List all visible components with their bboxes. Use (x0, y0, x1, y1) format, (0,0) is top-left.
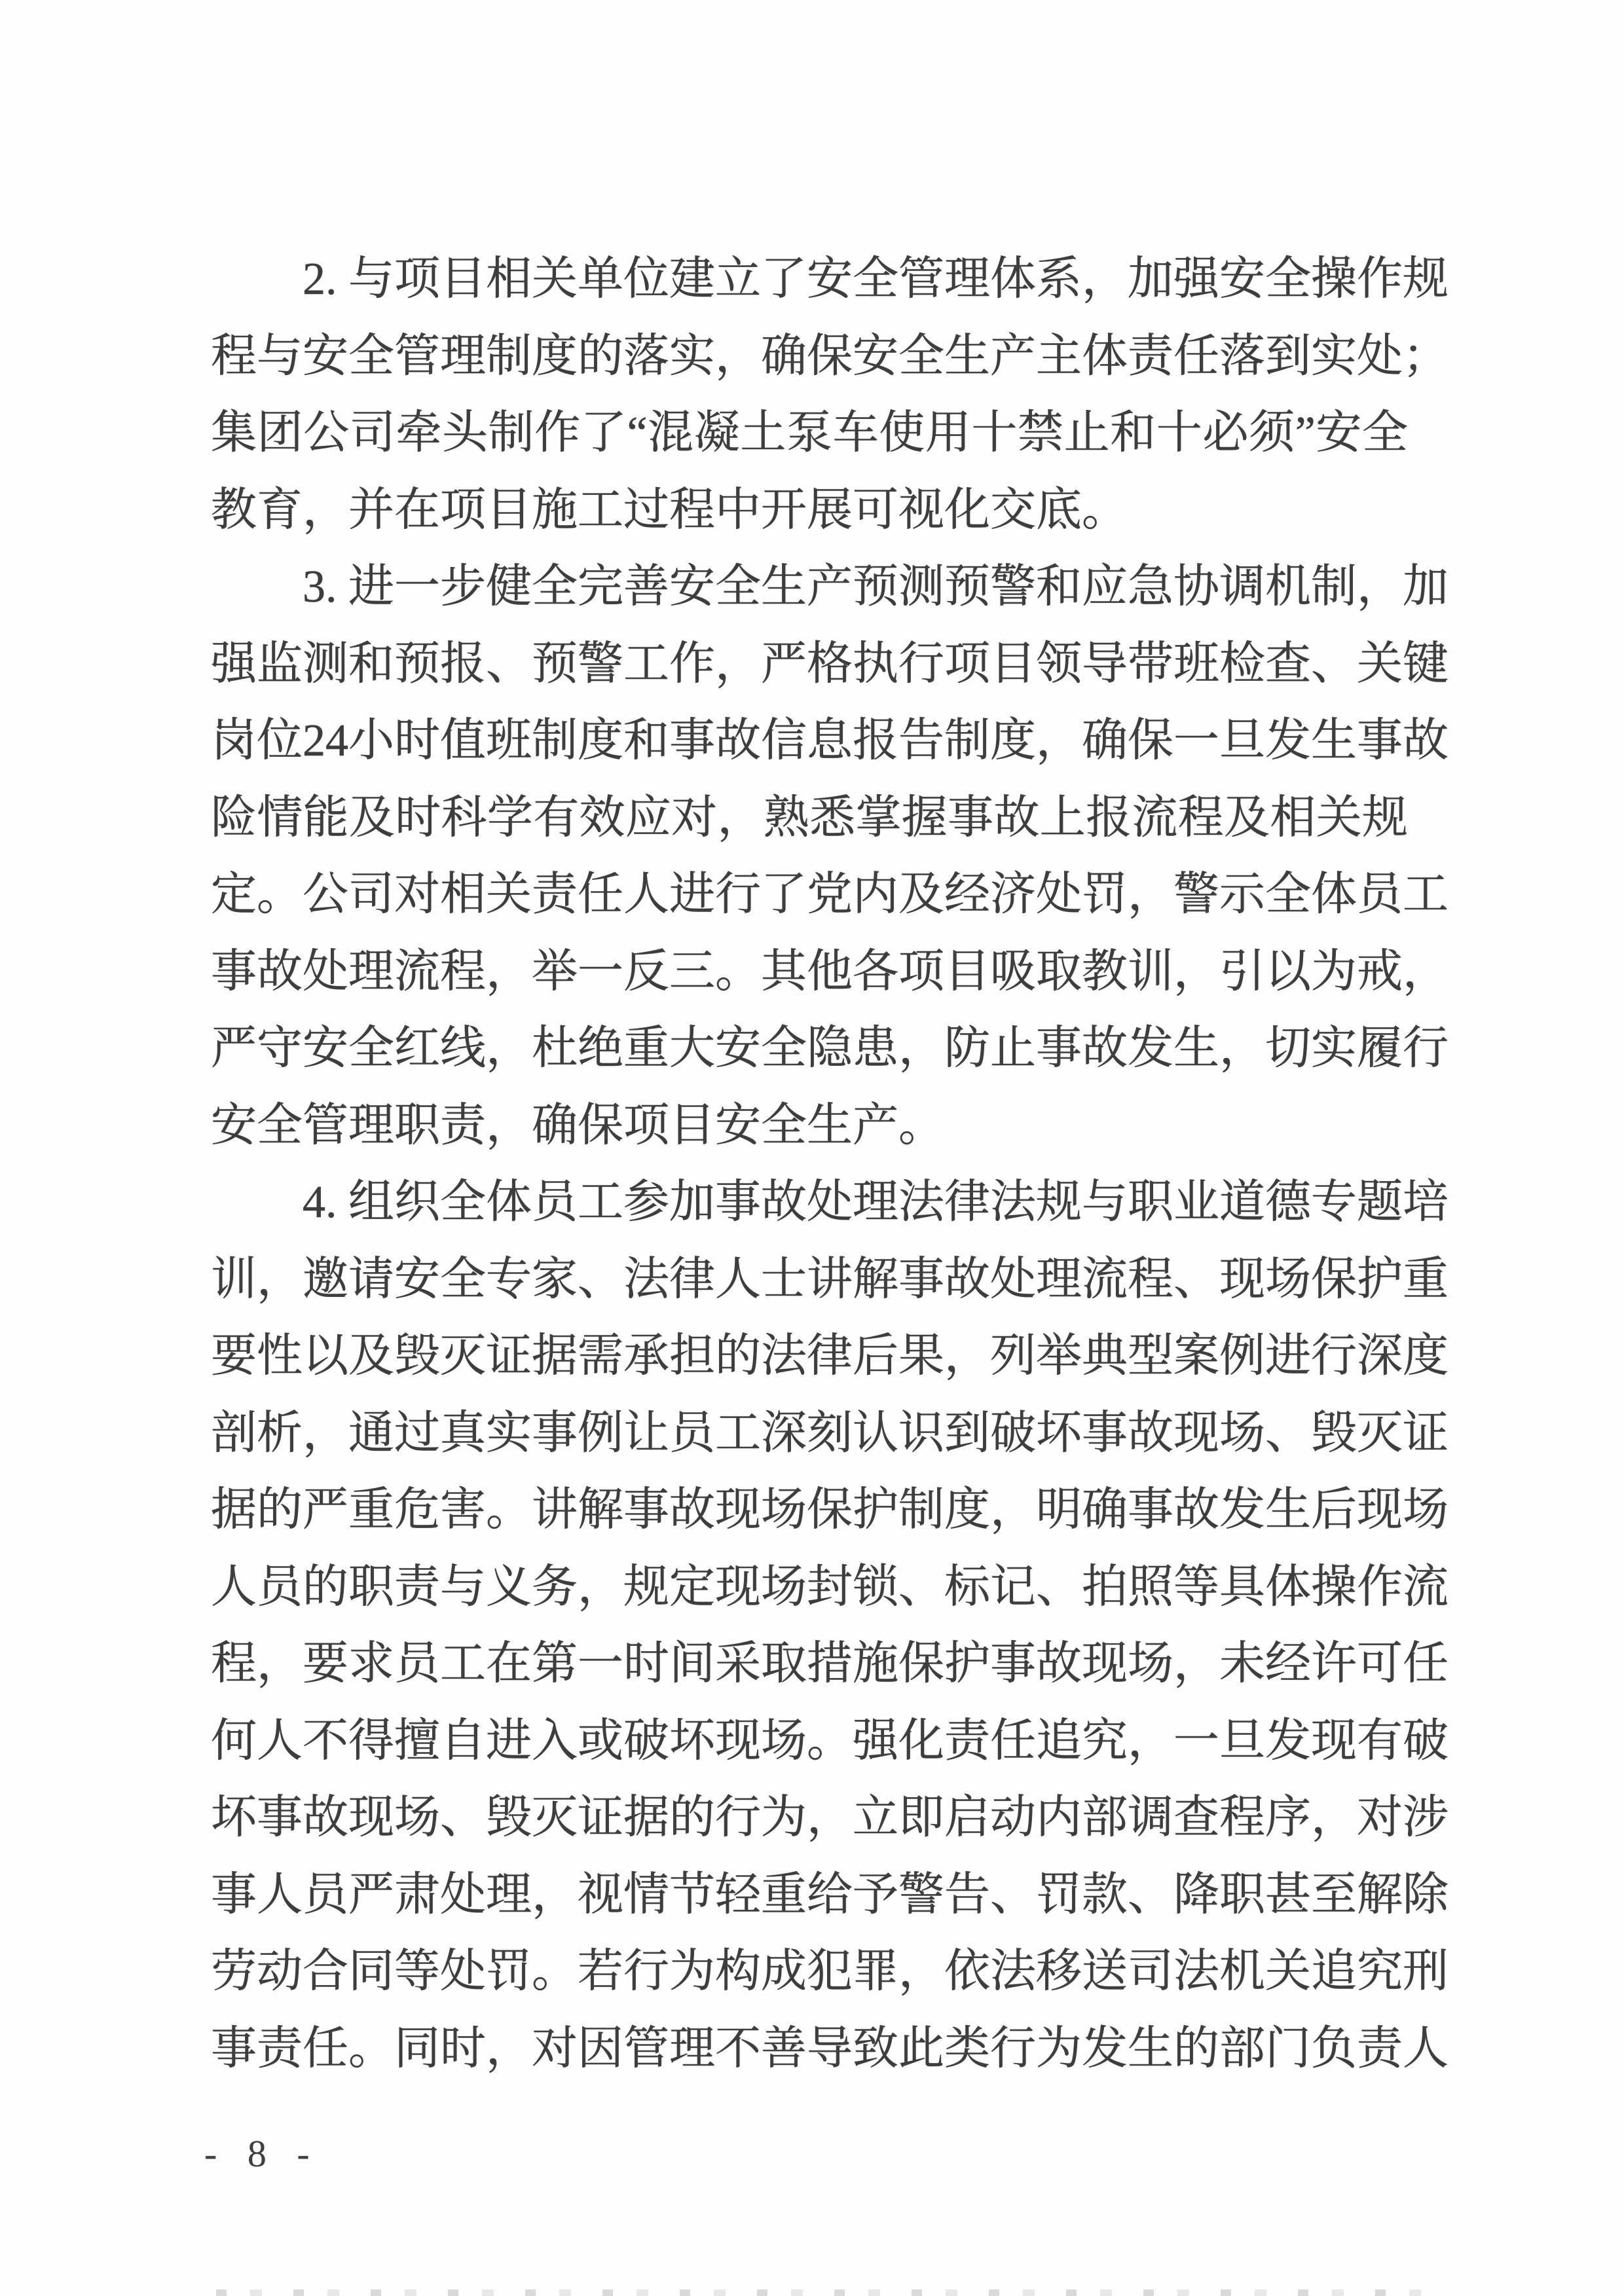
text-line: 坏事故现场、毁灭证据的行为，立即启动内部调查程序，对涉 (211, 1793, 1449, 1843)
text-line: 程，要求员工在第一时间采取措施保护事故现场，未经许可任 (211, 1639, 1449, 1689)
text-line: 严守安全红线，杜绝重大安全隐患，防止事故发生，切实履行 (211, 1023, 1449, 1074)
text-line: 剖析，通过真实事例让员工深刻认识到破坏事故现场、毁灭证 (211, 1408, 1449, 1459)
page-number: - 8 - (204, 2132, 320, 2175)
text-line: 强监测和预报、预警工作，严格执行项目领导带班检查、关键 (211, 638, 1449, 689)
text-line: 人员的职责与义务，规定现场封锁、标记、拍照等具体操作流 (211, 1561, 1449, 1613)
document-body (211, 241, 1449, 2087)
text-line: 3. 进一步健全完善安全生产预测预警和应急协调机制，加 (303, 562, 1449, 612)
text-line: 要性以及毁灭证据需承担的法律后果，列举典型案例进行深度 (211, 1331, 1449, 1381)
text-line: 训，邀请安全专家、法律人士讲解事故处理流程、现场保护重 (211, 1254, 1449, 1305)
text-line: 险情能及时科学有效应对，熟悉掌握事故上报流程及相关规 (211, 792, 1408, 843)
next-line-cut-off-remnant (216, 2289, 1421, 2296)
text-line: 4. 组织全体员工参加事故处理法律法规与职业道德专题培 (303, 1177, 1449, 1228)
text-line: 事责任。同时，对因管理不善导致此类行为发生的部门负责人 (211, 2023, 1449, 2074)
text-line: 岗位24小时值班制度和事故信息报告制度，确保一旦发生事故 (211, 716, 1449, 766)
text-line: 安全管理职责，确保项目安全生产。 (211, 1100, 944, 1151)
text-line: 程与安全管理制度的落实，确保安全生产主体责任落到实处； (211, 331, 1449, 382)
text-line: 集团公司牵头制作了“混凝土泵车使用十禁止和十必须”安全 (211, 408, 1408, 458)
text-line: 何人不得擅自进入或破坏现场。强化责任追究，一旦发现有破 (211, 1715, 1449, 1766)
paragraph-item-2 (211, 241, 1449, 549)
text-line: 事人员严肃处理，视情节轻重给予警告、罚款、降职甚至解除 (211, 1869, 1449, 1920)
text-line: 定。公司对相关责任人进行了党内及经济处罚，警示全体员工 (211, 869, 1449, 920)
text-line: 事故处理流程，举一反三。其他各项目吸取教训，引以为戒， (211, 946, 1449, 997)
text-line: 教育，并在项目施工过程中开展可视化交底。 (211, 484, 1128, 536)
text-line: 2. 与项目相关单位建立了安全管理体系，加强安全操作规 (303, 254, 1449, 304)
paragraph-item-4 (211, 1164, 1449, 2087)
text-line: 劳动合同等处罚。若行为构成犯罪，依法移送司法机关追究刑 (211, 1946, 1449, 1997)
text-line: 据的严重危害。讲解事故现场保护制度，明确事故发生后现场 (211, 1485, 1449, 1535)
paragraph-item-3 (211, 549, 1449, 1164)
